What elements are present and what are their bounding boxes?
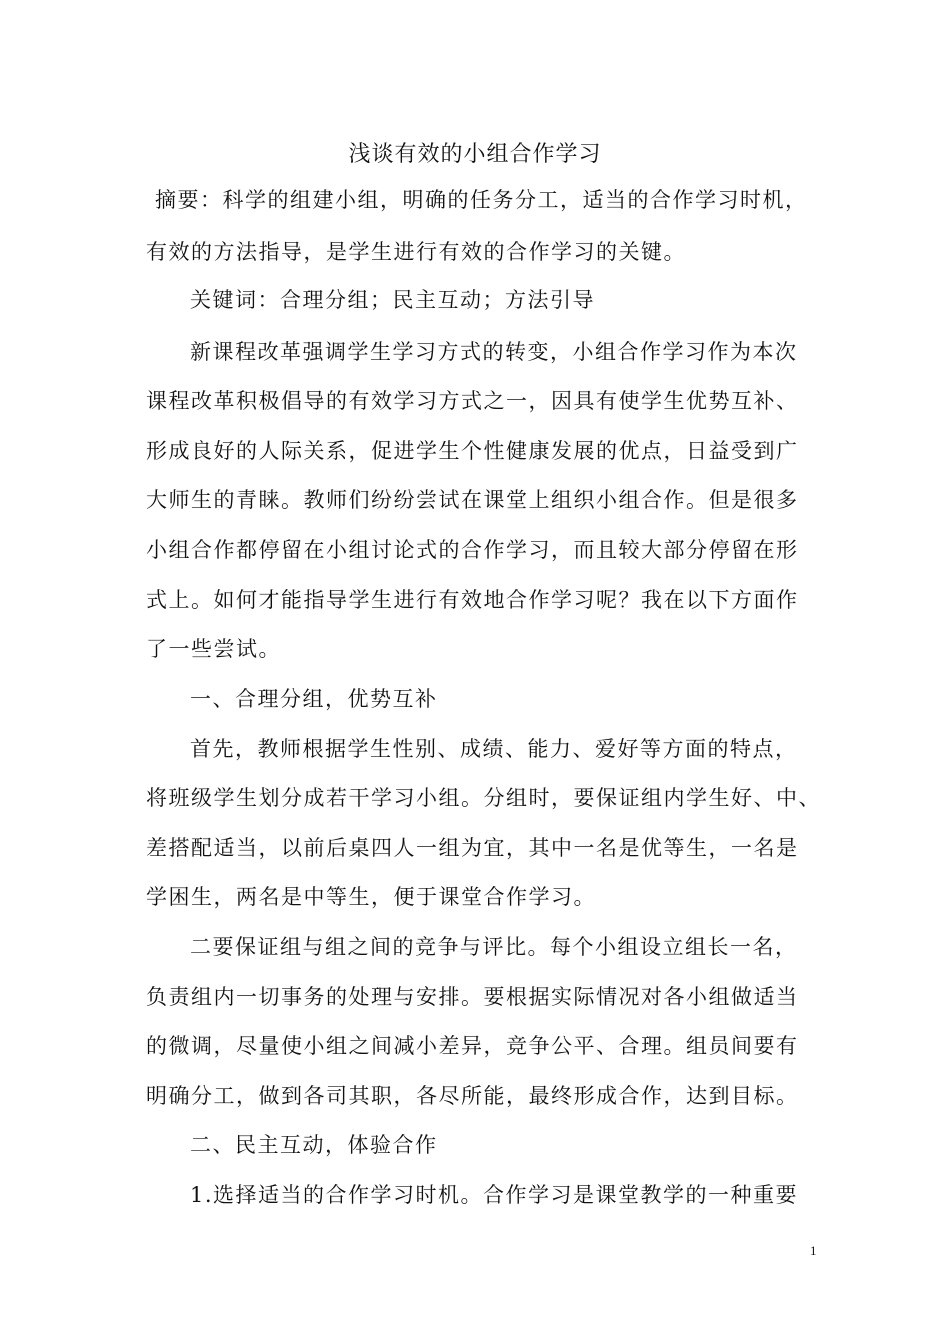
paragraph-line: 式上。如何才能指导学生进行有效地合作学习呢？我在以下方面作 xyxy=(146,588,799,612)
paragraph-line: 大师生的青睐。教师们纷纷尝试在课堂上组织小组合作。但是很多 xyxy=(146,488,799,512)
keywords-line: 关键词：合理分组；民主互动；方法引导 xyxy=(190,288,595,312)
paragraph-line: 新课程改革强调学生学习方式的转变，小组合作学习作为本次 xyxy=(190,340,798,364)
abstract-line-2: 有效的方法指导，是学生进行有效的合作学习的关键。 xyxy=(146,240,686,264)
paragraph-line: 首先，教师根据学生性别、成绩、能力、爱好等方面的特点， xyxy=(190,737,798,761)
paragraph-line: 1.选择适当的合作学习时机。合作学习是课堂教学的一种重要 xyxy=(190,1183,799,1207)
paragraph-line: 学困生，两名是中等生，便于课堂合作学习。 xyxy=(146,885,596,909)
paragraph-line: 负责组内一切事务的处理与安排。要根据实际情况对各小组做适当 xyxy=(146,985,799,1009)
page-number: 1 xyxy=(810,1243,817,1258)
paragraph-line: 形成良好的人际关系，促进学生个性健康发展的优点，日益受到广 xyxy=(146,439,799,463)
paragraph-line: 课程改革积极倡导的有效学习方式之一，因具有使学生优势互补、 xyxy=(146,389,799,413)
section-heading: 二、民主互动，体验合作 xyxy=(190,1133,438,1157)
document-title: 浅谈有效的小组合作学习 xyxy=(348,142,602,167)
paragraph-line: 明确分工，做到各司其职，各尽所能，最终形成合作，达到目标。 xyxy=(146,1084,799,1108)
paragraph-line: 将班级学生划分成若干学习小组。分组时，要保证组内学生好、中、 xyxy=(146,786,821,810)
paragraph-line: 小组合作都停留在小组讨论式的合作学习，而且较大部分停留在形 xyxy=(146,538,799,562)
paragraph-line: 了一些尝试。 xyxy=(146,637,281,661)
paragraph-line: 的微调，尽量使小组之间减小差异，竞争公平、合理。组员间要有 xyxy=(146,1034,799,1058)
abstract-line-1: 摘要：科学的组建小组，明确的任务分工，适当的合作学习时机， xyxy=(155,188,808,212)
section-heading: 一、合理分组，优势互补 xyxy=(190,687,438,711)
paragraph-line: 差搭配适当，以前后桌四人一组为宜，其中一名是优等生，一名是 xyxy=(146,836,799,860)
paragraph-line: 二要保证组与组之间的竞争与评比。每个小组设立组长一名， xyxy=(190,935,798,959)
